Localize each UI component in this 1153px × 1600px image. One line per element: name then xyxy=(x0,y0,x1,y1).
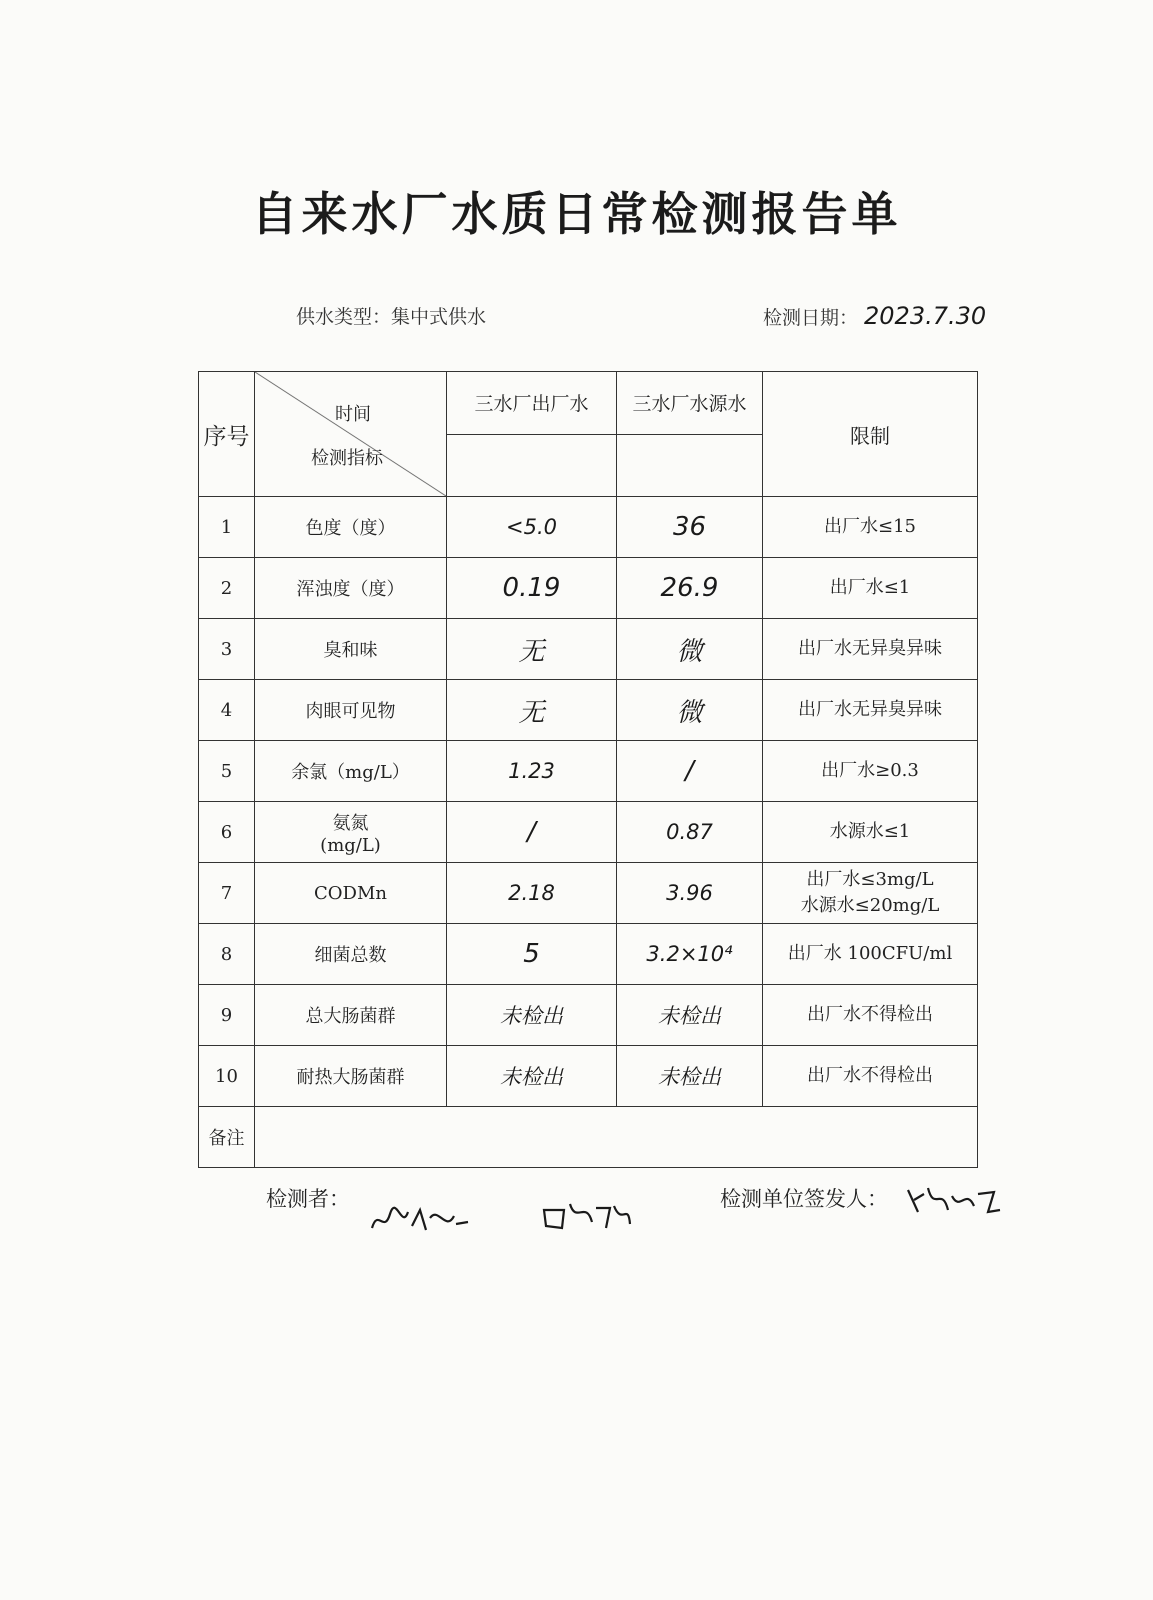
row-source-value: 微 xyxy=(617,680,763,741)
row-indicator: 总大肠菌群 xyxy=(255,985,447,1046)
row-outlet-value: 1.23 xyxy=(447,741,617,802)
remark-label: 备注 xyxy=(199,1107,255,1168)
header-source: 三水厂水源水 xyxy=(617,372,763,435)
row-no: 1 xyxy=(199,497,255,558)
row-indicator: 余氯（mg/L） xyxy=(255,741,447,802)
row-source-value: 3.96 xyxy=(617,863,763,924)
row-source-value: 36 xyxy=(617,497,763,558)
test-date-label: 检测日期： xyxy=(763,307,859,329)
row-limit-line2: 水源水≤20mg/L xyxy=(800,895,940,916)
table-row xyxy=(199,863,978,924)
row-source-value: 未检出 xyxy=(617,1046,763,1107)
header-time: 时间 xyxy=(335,404,371,425)
row-no: 4 xyxy=(199,680,255,741)
row-limit: 出厂水≤1 xyxy=(763,558,978,619)
row-source-value: 微 xyxy=(617,619,763,680)
row-source-value: 未检出 xyxy=(617,985,763,1046)
table-header-row xyxy=(199,372,978,435)
table-row xyxy=(199,619,978,680)
row-indicator: CODMn xyxy=(255,863,447,924)
row-no: 9 xyxy=(199,985,255,1046)
row-limit: 出厂水不得检出 xyxy=(763,1046,978,1107)
table-row xyxy=(199,497,978,558)
row-limit: 出厂水≥0.3 xyxy=(763,741,978,802)
issuer-label: 检测单位签发人： xyxy=(720,1187,888,1211)
table-row xyxy=(199,741,978,802)
header-outlet-blank xyxy=(447,434,617,497)
row-outlet-value: 无 xyxy=(447,680,617,741)
row-no: 7 xyxy=(199,863,255,924)
header-limit: 限制 xyxy=(763,372,978,497)
row-outlet-value: <5.0 xyxy=(447,497,617,558)
row-outlet-value: 无 xyxy=(447,619,617,680)
row-outlet-value: 0.19 xyxy=(447,558,617,619)
row-indicator: 细菌总数 xyxy=(255,924,447,985)
header-diagonal xyxy=(255,372,447,497)
row-no: 5 xyxy=(199,741,255,802)
row-limit-line1: 出厂水≤3mg/L xyxy=(806,869,934,890)
table-row xyxy=(199,924,978,985)
report-table xyxy=(198,371,978,1168)
row-limit: 出厂水≤15 xyxy=(763,497,978,558)
row-limit: 出厂水无异臭异味 xyxy=(763,619,978,680)
row-indicator-line1: 氨氮 xyxy=(332,812,369,834)
supply-type: 供水类型：集中式供水 xyxy=(296,306,487,328)
row-indicator xyxy=(255,802,447,863)
row-source-value: 3.2×10⁴ xyxy=(617,924,763,985)
header-indicator: 检测指标 xyxy=(311,448,383,469)
row-no: 8 xyxy=(199,924,255,985)
row-limit: 出厂水无异臭异味 xyxy=(763,680,978,741)
row-indicator: 浑浊度（度） xyxy=(255,558,447,619)
row-indicator: 肉眼可见物 xyxy=(255,680,447,741)
row-source-value: 0.87 xyxy=(617,802,763,863)
header-outlet: 三水厂出厂水 xyxy=(447,372,617,435)
row-indicator-line2: (mg/L) xyxy=(320,834,381,856)
page-title: 自来水厂水质日常检测报告单 xyxy=(251,187,902,241)
table-row xyxy=(199,558,978,619)
row-outlet-value: 2.18 xyxy=(447,863,617,924)
remark-row xyxy=(199,1107,978,1168)
tester-signature-2 xyxy=(540,1196,632,1236)
table-row xyxy=(199,1046,978,1107)
row-limit: 出厂水 100CFU/ml xyxy=(763,924,978,985)
table-row xyxy=(199,985,978,1046)
row-no: 6 xyxy=(199,802,255,863)
row-limit xyxy=(763,863,978,924)
row-source-value: / xyxy=(617,741,763,802)
header-no: 序号 xyxy=(199,372,255,497)
row-indicator: 耐热大肠菌群 xyxy=(255,1046,447,1107)
row-outlet-value: / xyxy=(447,802,617,863)
row-outlet-value: 未检出 xyxy=(447,1046,617,1107)
row-limit: 水源水≤1 xyxy=(763,802,978,863)
tester xyxy=(266,1183,350,1213)
row-indicator: 臭和味 xyxy=(255,619,447,680)
row-outlet-value: 5 xyxy=(447,924,617,985)
row-no: 2 xyxy=(199,558,255,619)
test-date-value: 2023.7.30 xyxy=(864,302,987,330)
issuer xyxy=(720,1183,888,1213)
row-no: 10 xyxy=(199,1046,255,1107)
table-row xyxy=(199,680,978,741)
row-indicator: 色度（度） xyxy=(255,497,447,558)
header-source-blank xyxy=(617,434,763,497)
issuer-signature xyxy=(904,1182,1004,1218)
row-no: 3 xyxy=(199,619,255,680)
tester-signature-1 xyxy=(368,1200,473,1240)
table-row xyxy=(199,802,978,863)
tester-label: 检测者： xyxy=(266,1187,350,1211)
row-outlet-value: 未检出 xyxy=(447,985,617,1046)
row-source-value: 26.9 xyxy=(617,558,763,619)
test-date xyxy=(763,302,986,330)
row-limit: 出厂水不得检出 xyxy=(763,985,978,1046)
remark-content xyxy=(255,1107,978,1168)
